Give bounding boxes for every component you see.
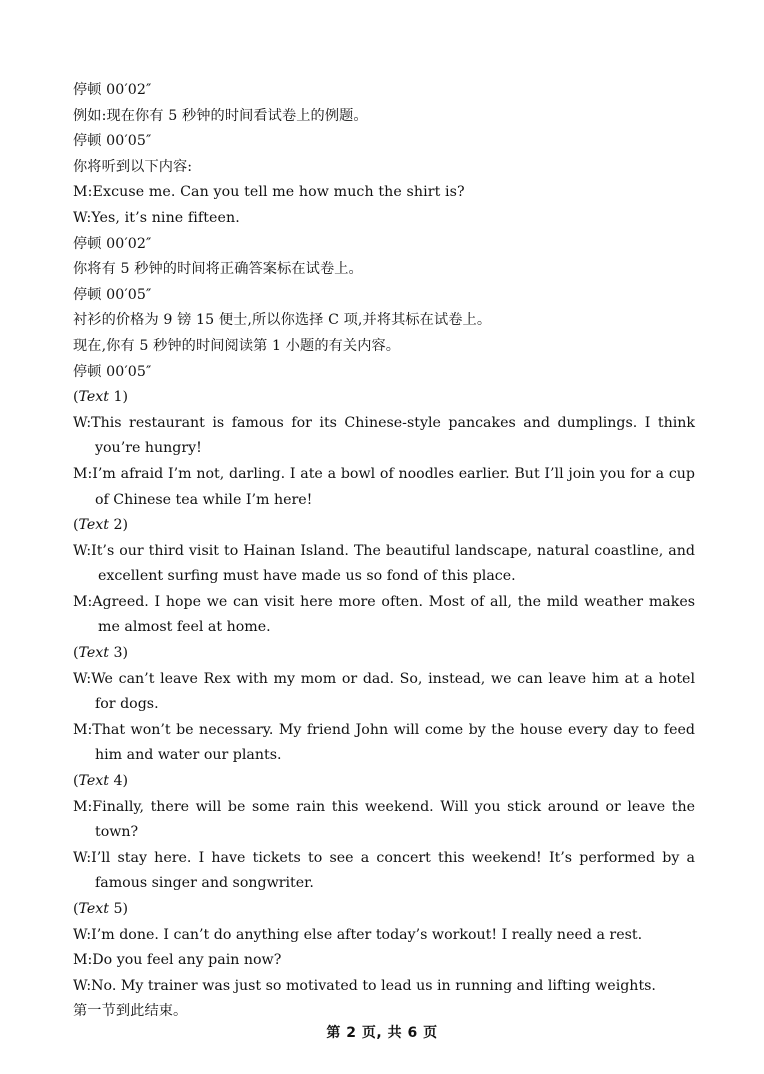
mark-answer-instruction: 你将有 5 秒钟的时间将正确答案标在试卷上。 xyxy=(73,261,363,278)
pause-instruction: 停顿 00′02″ xyxy=(73,235,152,252)
dialogue-line: W:I’m done. I can’t do anything else after today’s workout! I really need a rest. xyxy=(73,926,643,943)
text-label: (Text 5) xyxy=(73,901,129,917)
dialogue-line: W:We can’t leave Rex with my mom or dad. So, instead, we can leave him at a hotel for dogs. xyxy=(73,670,695,713)
you-will-hear: 你将听到以下内容: xyxy=(73,158,193,175)
dialogue-line: W:It’s our third visit to Hainan Island. The beautiful landscape, natural coastline, and excellent surfing must have made us so fond of this place. xyxy=(73,542,695,585)
read-question-instruction: 现在,你有 5 秒钟的时间阅读第 1 小题的有关内容。 xyxy=(73,337,401,354)
pause-instruction: 停顿 00′05″ xyxy=(73,363,152,380)
dialogue-line: W:No. My trainer was just so motivated to lead us in running and lifting weights. xyxy=(73,977,656,994)
pause-instruction: 停顿 00′02″ xyxy=(73,82,152,98)
dialogue-line: W:I’ll stay here. I have tickets to see a concert this weekend! It’s performed by a famous singer and songwriter. xyxy=(73,849,695,892)
section-end: 第一节到此结束。 xyxy=(73,1003,188,1020)
listening-script xyxy=(73,78,695,1025)
dialogue-line: M:Do you feel any pain now? xyxy=(73,952,282,969)
example-dialogue-line: M:Excuse me. Can you tell me how much the shirt is? xyxy=(73,184,465,201)
dialogue-line: M:I’m afraid I’m not, darling. I ate a bowl of noodles earlier. But I’ll join you for a cup of Chinese tea while I’m here! xyxy=(73,465,695,508)
answer-explanation: 衬衫的价格为 9 镑 15 便士,所以你选择 C 项,并将其标在试卷上。 xyxy=(73,312,492,329)
pause-instruction: 停顿 00′05″ xyxy=(73,133,152,150)
dialogue-line: M:Finally, there will be some rain this weekend. Will you stick around or leave the town? xyxy=(73,798,695,841)
dialogue-line: M:That won’t be necessary. My friend John will come by the house every day to feed him and water our plants. xyxy=(73,721,695,764)
pause-instruction: 停顿 00′05″ xyxy=(73,286,152,303)
dialogue-line: W:This restaurant is famous for its Chinese-style pancakes and dumplings. I think you’re hungry! xyxy=(73,414,695,457)
text-label: (Text 1) xyxy=(73,389,129,406)
example-dialogue-line: W:Yes, it’s nine fifteen. xyxy=(73,209,240,226)
text-label: (Text 4) xyxy=(73,773,129,790)
text-label: (Text 2) xyxy=(73,517,129,534)
text-label: (Text 3) xyxy=(73,645,129,662)
page-number-footer: 第 2 页, 共 6 页 xyxy=(326,1025,438,1041)
example-intro: 例如:现在你有 5 秒钟的时间看试卷上的例题。 xyxy=(73,107,368,124)
dialogue-line: M:Agreed. I hope we can visit here more often. Most of all, the mild weather makes me almost feel at home. xyxy=(73,593,695,636)
